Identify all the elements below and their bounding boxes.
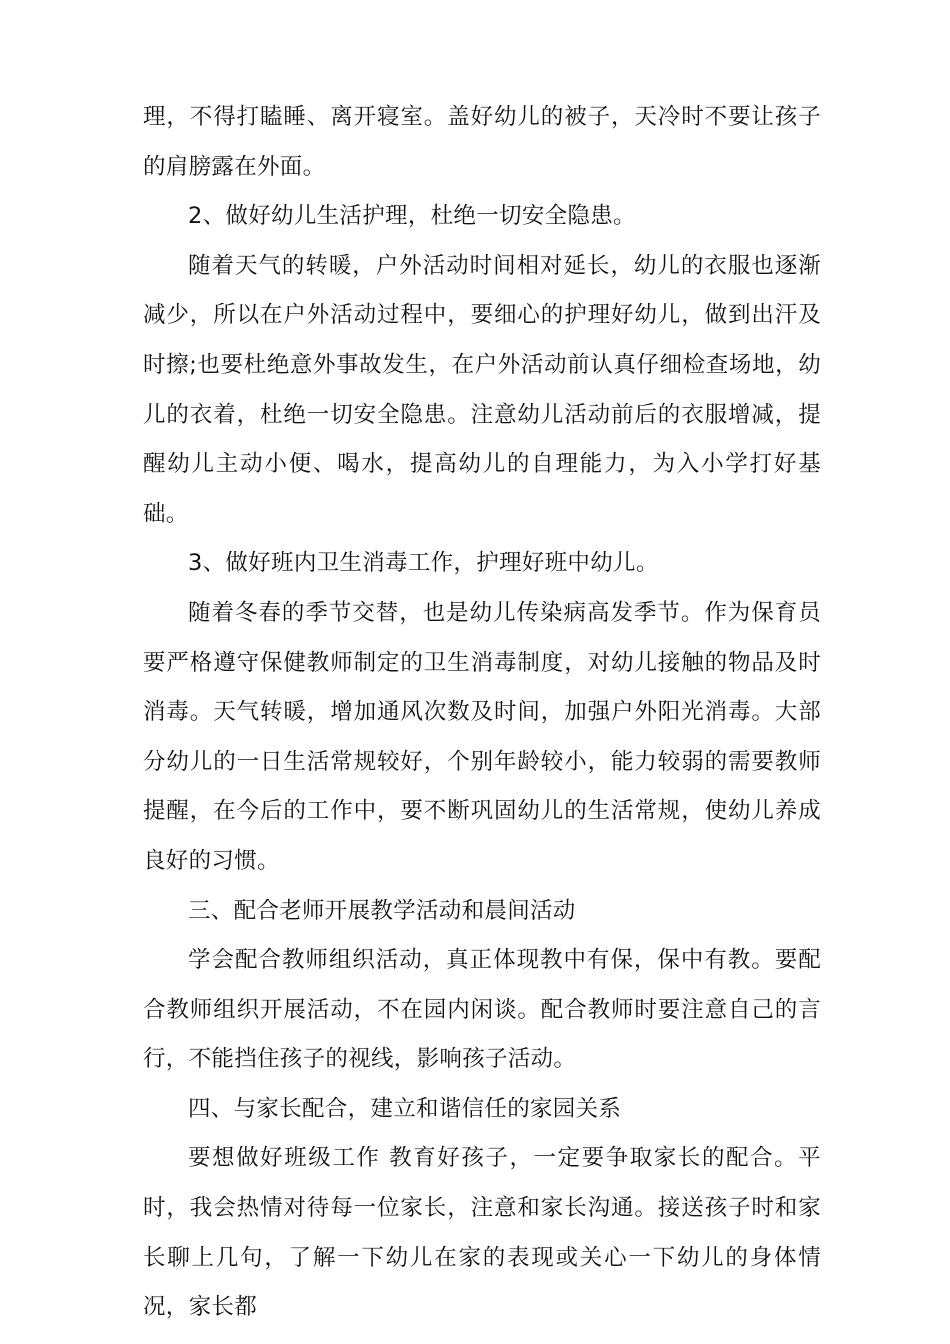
- document-body: [143, 93, 821, 1333]
- section-heading-teaching: 三、配合老师开展教学活动和晨间活动: [188, 897, 576, 924]
- section-heading-3: 3、做好班内卫生消毒工作，护理好班中幼儿。: [188, 550, 659, 577]
- paragraph-continued: 理，不得打瞌睡、离开寝室。盖好幼儿的被子，天冷时不要让孩子的肩膀露在外面。: [143, 104, 821, 180]
- section-heading-2: 2、做好幼儿生活护理，杜绝一切安全隐患。: [188, 203, 636, 230]
- paragraph-outdoor-care: 随着天气的转暖，户外活动时间相对延长，幼儿的衣服也逐渐减少，所以在户外活动过程中，要细心的护理好幼儿，做到出汗及时擦;也要杜绝意外事故发生，在户外活动前认真仔细检查场地，幼儿的衣着，杜绝一切安全隐患。注意幼儿活动前后的衣服增减，提醒幼儿主动小便、喝水，提高幼儿的自理能力，为入小学打好基础。: [143, 252, 821, 527]
- paragraph-teaching: 学会配合教师组织活动，真正体现教中有保，保中有教。要配合教师组织开展活动，不在园内闲谈。配合教师时要注意自己的言行，不能挡住孩子的视线，影响孩子活动。: [143, 947, 821, 1073]
- paragraph-disinfection: 随着冬春的季节交替，也是幼儿传染病高发季节。作为保育员要严格遵守保健教师制定的卫生消毒制度，对幼儿接触的物品及时消毒。天气转暖，增加通风次数及时间，加强户外阳光消毒。大部分幼儿的一日生活常规较好，个别年龄较小，能力较弱的需要教师提醒，在今后的工作中，要不断巩固幼儿的生活常规，使幼儿养成良好的习惯。: [143, 599, 821, 874]
- paragraph-parents: 要想做好班级工作 教育好孩子，一定要争取家长的配合。平时，我会热情对待每一位家长，注意和家长沟通。接送孩子时和家长聊上几句，了解一下幼儿在家的表现或关心一下幼儿的身体情况，家长都: [143, 1145, 821, 1321]
- section-heading-parents: 四、与家长配合，建立和谐信任的家园关系: [188, 1095, 622, 1122]
